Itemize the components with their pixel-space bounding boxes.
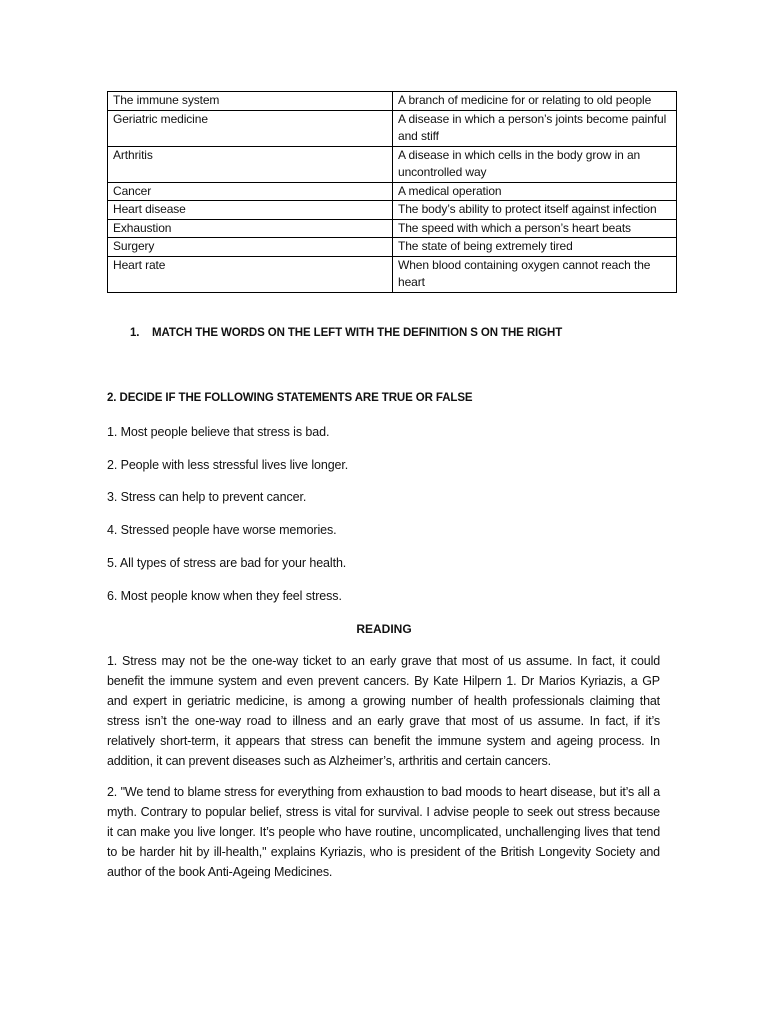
table-row [108,182,677,201]
section-1-heading-text: MATCH THE WORDS ON THE LEFT WITH THE DEFINITION S ON THE RIGHT [152,327,563,339]
definition-cell: The state of being extremely tired [393,238,677,257]
table-row [108,256,677,292]
term-cell: The immune system [108,92,393,111]
term-cell: Geriatric medicine [108,110,393,146]
definition-cell: A disease in which cells in the body grow in an uncontrolled way [393,146,677,182]
definition-cell: The speed with which a person’s heart beats [393,219,677,238]
definition-cell: The body’s ability to protect itself against infection [393,201,677,220]
table-row [108,146,677,182]
term-cell: Cancer [108,182,393,201]
section-1-number: 1. [130,327,140,339]
statement-item: 3. Stress can help to prevent cancer. [107,490,307,504]
statement-item: 6. Most people know when they feel stress. [107,589,342,603]
statement-item: 5. All types of stress are bad for your health. [107,556,347,570]
term-cell: Arthritis [108,146,393,182]
term-cell: Exhaustion [108,219,393,238]
term-cell: Heart disease [108,201,393,220]
term-cell: Heart rate [108,256,393,292]
table-row [108,92,677,111]
reading-paragraph: 1. Stress may not be the one-way ticket to an early grave that most of us assume. In fact, it could benefit the immune system and even prevent cancers. By Kate Hilpern 1. Dr Marios Kyriazis, a GP and expert in geriatric medicine, is among a growing number of health professionals claiming that stress isn’t the one-way road to illness and an early grave that most of us assume. In fact, if it’s relatively short-term, it appears that stress can benefit the immune system and ageing process. In addition, it can prevent diseases such as Alzheimer’s, arthritis and certain cancers. [107,654,660,768]
definition-cell: A medical operation [393,182,677,201]
definition-cell: A branch of medicine for or relating to old people [393,92,677,111]
statement-item: 1. Most people believe that stress is bad. [107,425,330,439]
definition-cell: A disease in which a person’s joints become painful and stiff [393,110,677,146]
matching-table [107,91,677,293]
section-1-heading [130,325,562,341]
table-row [108,219,677,238]
section-2-heading: 2. DECIDE IF THE FOLLOWING STATEMENTS ARE TRUE OR FALSE [107,392,473,404]
definition-cell: When blood containing oxygen cannot reach the heart [393,256,677,292]
table-row [108,110,677,146]
statement-item: 2. People with less stressful lives live longer. [107,458,349,472]
term-cell: Surgery [108,238,393,257]
table-row [108,201,677,220]
reading-title: READING [356,622,412,636]
table-row [108,238,677,257]
statement-item: 4. Stressed people have worse memories. [107,523,337,537]
reading-paragraph: 2. "We tend to blame stress for everything from exhaustion to bad moods to heart disease, but it’s all a myth. Contrary to popular belief, stress is vital for survival. I advise people to seek out stress because it can make you live longer. It’s people who have routine, uncomplicated, unchallenging lives that tend to be harder hit by ill-health," explains Kyriazis, who is president of the British Longevity Society and author of the book Anti-Ageing Medicines. [107,785,660,879]
